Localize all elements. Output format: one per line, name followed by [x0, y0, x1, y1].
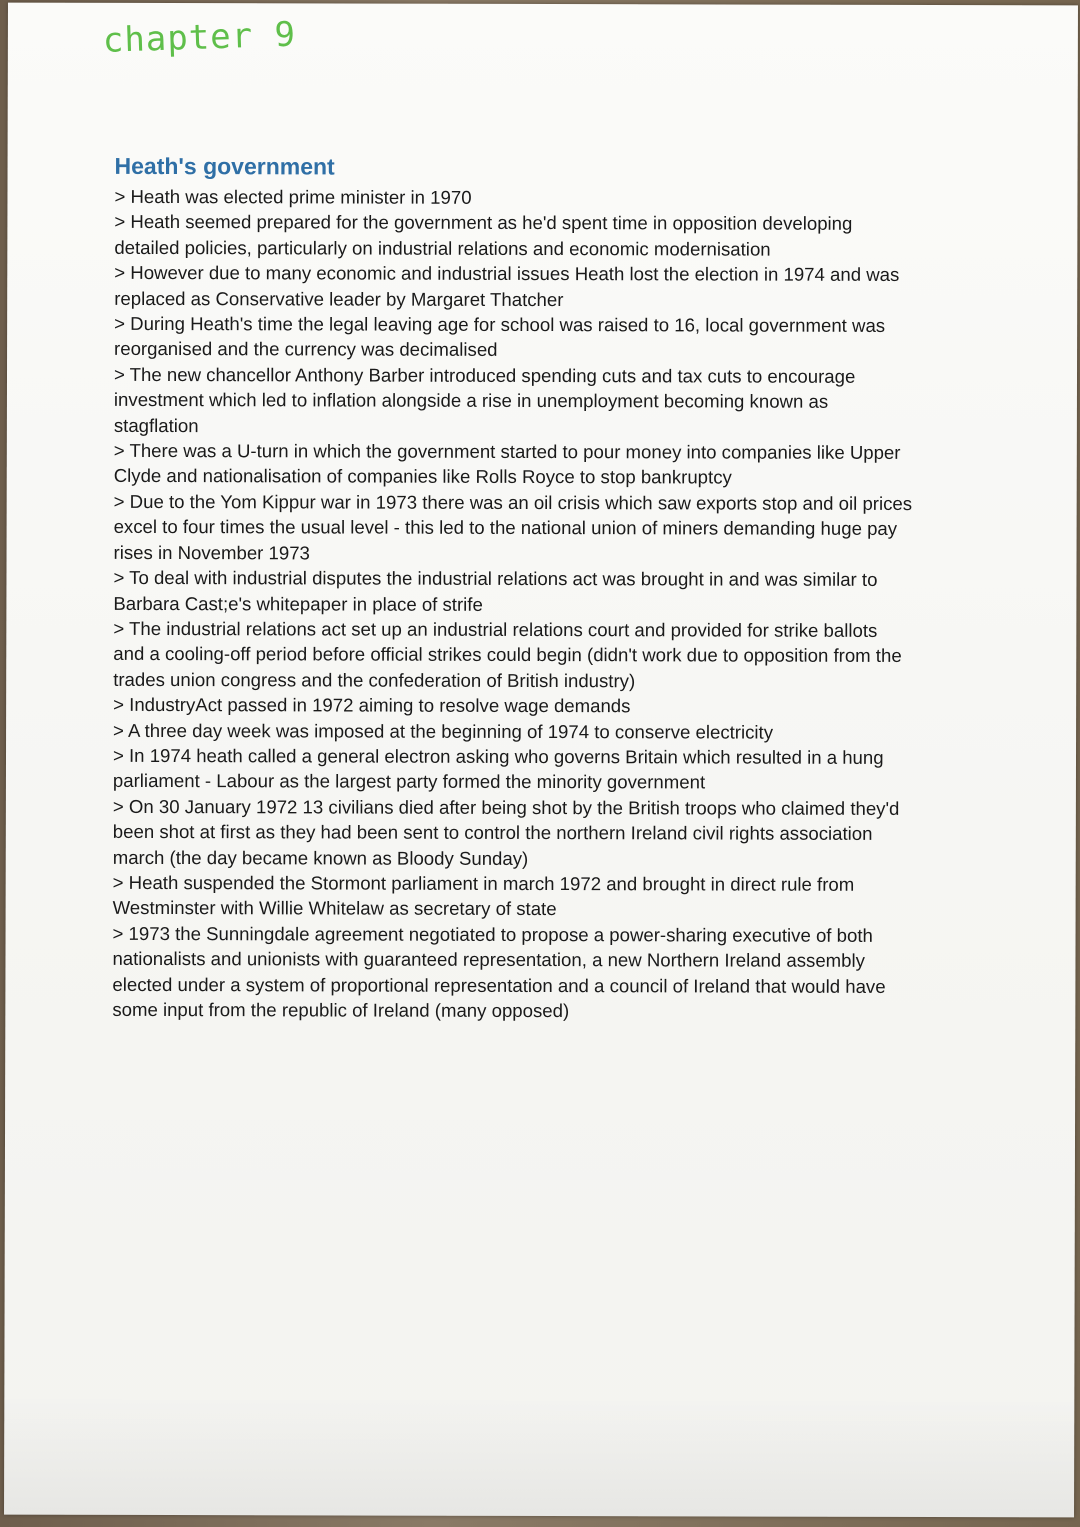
bullet-item: > There was a U-turn in which the government started to pour money into companies like Upper Clyde and nationalisation of companies like Rolls Royce to stop bankruptcy	[113, 439, 901, 488]
section-heading: Heath's government	[114, 152, 335, 180]
paper-page	[4, 3, 1078, 1518]
bullet-item: > IndustryAct passed in 1972 aiming to resolve wage demands	[113, 694, 631, 717]
bullet-item: > Heath was elected prime minister in 1970	[114, 185, 472, 208]
bullet-item: > 1973 the Sunningdale agreement negotiated to propose a power-sharing executive of both nationalists and unionists with guaranteed representation, a new Northern Ireland assembly elected under a system of proportional representation and a council of Ireland that would have some input from the republic of Ireland (many opposed)	[112, 922, 886, 1022]
chapter-label: chapter 9	[102, 14, 297, 61]
bullet-item: > The new chancellor Anthony Barber introduced spending cuts and tax cuts to encourage investment which led to inflation alongside a rise in unemployment becoming known as stagflation	[113, 363, 856, 436]
bullet-item: > In 1974 heath called a general electron asking who governs Britain which resulted in a hung parliament - Labour as the largest party formed the minority government	[112, 744, 884, 793]
bullet-item: > To deal with industrial disputes the industrial relations act was brought in and was similar to Barbara Cast;e's whitepaper in place of strife	[113, 566, 878, 615]
bullet-item: > A three day week was imposed at the beginning of 1974 to conserve electricity	[113, 719, 774, 743]
bullet-item: > The industrial relations act set up an industrial relations court and provided for strike ballots and a cooling-off period before official strikes could begin (didn't work due to opposition from the trades union congress and the confederation of British industry)	[113, 617, 902, 691]
bullet-item: > However due to many economic and industrial issues Heath lost the election in 1974 and was replaced as Conservative leader by Margaret Thatcher	[114, 262, 900, 310]
bullet-item: > During Heath's time the legal leaving age for school was raised to 16, local government was reorganised and the currency was decimalised	[114, 312, 886, 361]
bullet-item: > On 30 January 1972 13 civilians died after being shot by the British troops who claimed they'd been shot at first as they had been sent to control the northern Ireland civil rights association march (the day became known as Bloody Sunday)	[112, 795, 900, 869]
notes-section	[112, 151, 914, 1024]
bullet-list	[112, 184, 914, 1024]
bullet-item: > Heath seemed prepared for the government as he'd spent time in opposition developing detailed policies, particularly on industrial relations and economic modernisation	[114, 211, 853, 260]
bullet-item: > Heath suspended the Stormont parliament in march 1972 and brought in direct rule from Westminster with Willie Whitelaw as secretary of state	[112, 871, 855, 920]
bullet-item: > Due to the Yom Kippur war in 1973 there was an oil crisis which saw exports stop and oil prices excel to four times the usual level - this led to the national union of miners demanding huge pay rises in November 1973	[113, 490, 913, 564]
